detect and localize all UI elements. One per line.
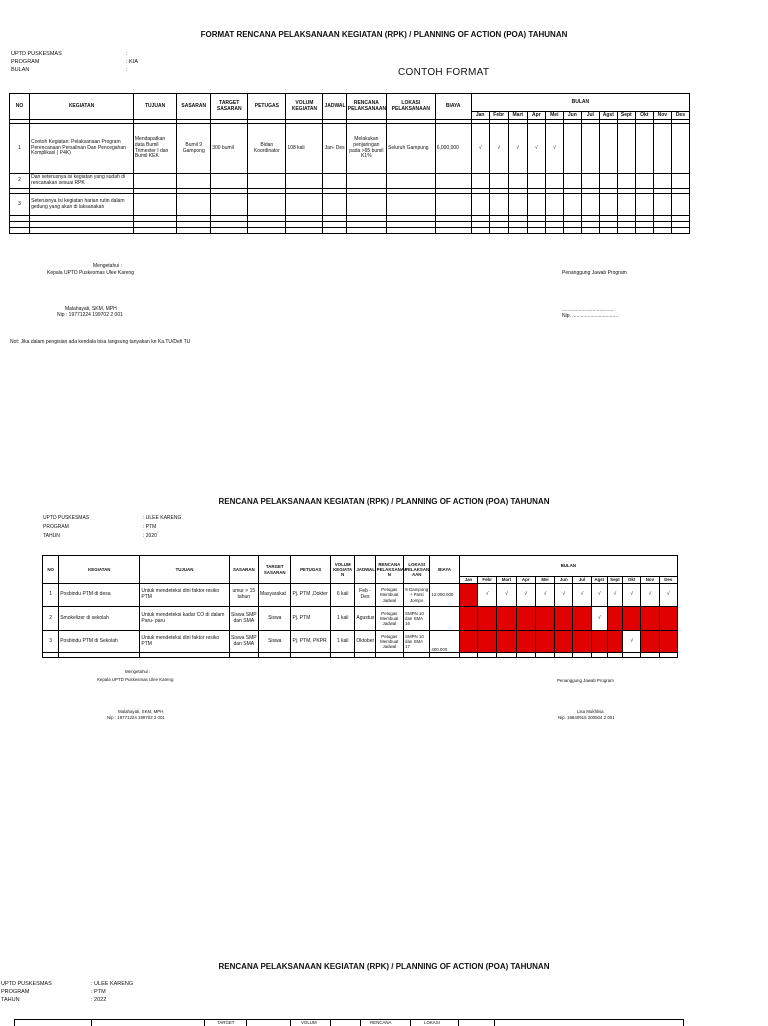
month-header: Agst [599,112,617,120]
cell-tujuan: Untuk mendeteksi kadar CO di dalam Paru- paru [140,607,229,631]
month-header: Sept [607,577,622,584]
month-mark: √ [623,631,641,653]
month-mark: √ [527,124,545,174]
meta-key: UPTD PUSKESMAS [43,515,90,521]
section2-title: RENCANA PELAKSANAAN KEGIATAN (RPK) / PLANNING OF ACTION (POA) TAHUNAN [218,497,550,506]
cell-target: 300 bumil [211,124,248,174]
month-mark: √ [641,584,659,607]
pj-name: Lisa Mukhlisa [577,709,604,714]
col-petugas: PETUGAS [291,556,331,584]
table-row [10,124,690,174]
cell-jadwal: Agustus [355,607,375,631]
month-mark [555,607,573,631]
cell-sasaran: umur > 15 tahun [229,584,258,607]
col-no: NO [10,94,30,120]
cell-biaya: 6,000,000 [435,124,471,174]
month-mark: √ [471,124,489,174]
contoh-format-label: CONTOH FORMAT [398,67,490,78]
month-mark: √ [659,584,677,607]
ttd-nip: Nip : 19771224 199702 2 001 [107,715,165,720]
cell-volum: 6 kali [331,584,355,607]
cell-no: 1 [43,584,59,607]
cell-biaya: 12.000.000 [430,584,459,607]
col-volum-partial: VOLUM [301,1020,317,1025]
month-header: Nov [653,112,671,120]
month-header: Apr [516,577,535,584]
month-mark [581,124,599,174]
month-mark: √ [555,584,573,607]
cell-petugas: Pj. PTM ,Dokter [291,584,331,607]
month-mark: √ [478,584,497,607]
month-mark [516,607,535,631]
col-kegiatan: KEGIATAN [59,556,140,584]
month-mark [617,124,635,174]
cell-lokasi: 9 Gampong + Panti Jompo [404,584,430,607]
cell-kegiatan: Posbindu PTM di Sekolah [59,631,140,653]
pj-label: Penanggung Jawab Program [557,678,614,683]
month-header: Apr [527,112,545,120]
month-mark [671,124,689,174]
month-mark: √ [607,584,622,607]
month-mark: √ [535,584,554,607]
section1-table [9,93,690,234]
month-mark [535,607,554,631]
meta-key: TAHUN [43,533,60,539]
month-header: Agst [591,577,607,584]
col-rencana-partial: RENCANA [370,1020,392,1025]
meta-key: UPTD PUSKESMAS [11,51,62,57]
ttd-name: Malahayati, SKM, MPH [65,306,117,312]
cell-jadwal: Feb - Des [355,584,375,607]
month-mark [497,631,516,653]
month-mark [535,631,554,653]
cell-target: Siswa [259,607,291,631]
cell-no: 3 [43,631,59,653]
month-mark [641,607,659,631]
cell-volum: 1 kali [331,631,355,653]
section1-title: FORMAT RENCANA PELAKSANAAN KEGIATAN (RPK) / PLANNING OF ACTION (POA) TAHUNAN [200,30,568,39]
cell-tujuan: Mendapatkan data Bumil Trimester I dan Bumil KEK [133,124,176,174]
col-bulan: BULAN [471,94,689,112]
pj-dots: ...................................... [562,307,615,313]
month-mark: √ [573,584,591,607]
col-lokasi-partial: LOKASI [424,1020,440,1025]
table-row [43,584,678,607]
col-bulan: BULAN [459,556,677,577]
month-mark [659,631,677,653]
cell-petugas: Pj. PTM [291,607,331,631]
month-mark [459,631,477,653]
pj-label: Penanggung Jawab Program [562,270,627,276]
month-mark [607,631,622,653]
month-header: Nov [641,577,659,584]
kepala-label: Kepala UPTD Puskesmas Ulee Kareng [47,270,134,276]
cell-no: 2 [43,607,59,631]
cell-lokasi: SMPN 10 dan SMA 16 [404,607,430,631]
cell-target: Siswa [259,631,291,653]
col-sasaran: SASARAN [229,556,258,584]
month-header: Okt [623,577,641,584]
col-sasaran: SASARAN [177,94,211,120]
col-tujuan: TUJUAN [140,556,229,584]
mengetahui-label: Mengetahui : [125,669,151,674]
col-lokasi: LOKASI PELAKSAN AAN [404,556,430,584]
month-mark [641,631,659,653]
cell-tujuan: Untuk mendeteksi dini faktor resiko PTM [140,584,229,607]
month-mark [478,607,497,631]
meta-key: UPTD PUSKESMAS [1,981,52,987]
cell-kegiatan: Smokelizer di sekolah [59,607,140,631]
mengetahui-label: Mengetahui : [93,263,122,269]
meta-value: : 2022 [91,997,107,1003]
month-header: Des [659,577,677,584]
month-header: Mei [535,577,554,584]
cell-petugas: Bidan Koordinator [248,124,286,174]
meta-value: : PTM [143,524,157,530]
month-header: Mei [545,112,563,120]
col-volum: VOLUM KEGIATA N [331,556,355,584]
table-row [43,631,678,653]
col-lokasi: LOKASI PELAKSANAAN [386,94,435,120]
meta-key: BULAN [11,67,30,73]
cell-kegiatan: Contoh Kegiatan: Pelaksanaan Program Perencanaan Persalinan Dan Pencegahan Komplikasi ( P4K) [30,124,134,174]
cell-no: 3 [10,194,30,216]
cell-lokasi: SMPN 10 dan SMA 17 [404,631,430,653]
cell-tujuan: Untuk mendeteksi dini faktor resiko PTM [140,631,229,653]
month-header: Mart [508,112,527,120]
cell-rencana: Petugas Membuat Jadwal [375,631,403,653]
col-rencana: RENCANA PELAKSANAAN [346,94,386,120]
month-mark [623,607,641,631]
month-mark: √ [497,584,516,607]
month-mark [653,124,671,174]
cell-lokasi: Seluruh Gampung [386,124,435,174]
cell-target: Masyarakat [259,584,291,607]
kepala-label: Kepala UPTD Puskesmas Ulee Kareng [97,677,174,682]
col-biaya: BIAYA [430,556,459,584]
col-kegiatan: KEGIATAN [30,94,134,120]
meta-key: PROGRAM [1,989,30,995]
month-header: Sept [617,112,635,120]
ttd-name: Malahayati, SKM, MPH [118,709,164,714]
table-row [10,194,690,216]
col-jadwal: JADWAL [355,556,375,584]
month-mark [478,631,497,653]
section3-meta [1,980,133,1004]
cell-jadwal: Oktober [355,631,375,653]
month-mark: √ [508,124,527,174]
month-mark: √ [623,584,641,607]
cell-kegiatan: Seterusnya Isi kegiatan harian rutin dalam gedung yang akan di laksanakan [30,194,134,216]
col-no: NO [43,556,59,584]
section2-meta [43,514,181,541]
note: Not: Jika dalam pengisian ada kendala bisa langsung tanyakan ke Ka.TU/Defi TU [10,339,191,345]
col-tujuan: TUJUAN [133,94,176,120]
month-mark [659,607,677,631]
month-header: Des [671,112,689,120]
col-petugas: PETUGAS [248,94,286,120]
month-mark [635,124,653,174]
meta-value: : [126,67,128,73]
month-header: Jul [581,112,599,120]
cell-rencana: Melakukan penjaringan pada >95 bumil K1% [346,124,386,174]
pj-nip: Nip. ................................. [562,313,619,319]
meta-key: PROGRAM [11,59,40,65]
ttd-nip: Nip : 19771224 199702 2 001 [57,312,123,318]
cell-no: 1 [10,124,30,174]
cell-sasaran: Siswa SMP dan SMA [229,631,258,653]
meta-value: : [126,51,128,57]
section2-table [42,555,678,658]
col-volum: VOLUM KEGIATAN [286,94,323,120]
month-mark [591,631,607,653]
meta-key: TAHUN [1,997,20,1003]
table-row [10,174,690,189]
col-biaya: BIAYA [435,94,471,120]
meta-value: : ULEE KARENG [91,981,134,987]
month-mark: √ [591,607,607,631]
month-mark [555,631,573,653]
col-jadwal: JADWAL [323,94,346,120]
month-mark [497,607,516,631]
col-target: TARGET SASARAN [211,94,248,120]
meta-value: : 2020 [143,533,157,539]
cell-rencana: Petugas Membuat Jadwal [375,607,403,631]
month-header: Jan [471,112,489,120]
month-header: Febr [489,112,508,120]
cell-biaya: 400.000 [430,631,459,653]
month-mark [459,584,477,607]
month-mark [516,631,535,653]
month-mark: √ [489,124,508,174]
meta-value: : PTM [91,989,106,995]
meta-key: PROGRAM [43,524,69,530]
cell-sasaran: Siswa SMP dan SMA [229,607,258,631]
cell-biaya [430,607,459,631]
month-header: Okt [635,112,653,120]
section1-meta [11,50,138,74]
month-header: Jul [573,577,591,584]
cell-volum: 108 kali [286,124,323,174]
month-mark: √ [545,124,563,174]
col-rencana: RENCANA PELAKSANAA N [375,556,403,584]
month-mark [607,607,622,631]
month-header: Mart [497,577,516,584]
month-mark [573,607,591,631]
month-mark [599,124,617,174]
month-header: Jan [459,577,477,584]
cell-no: 2 [10,174,30,189]
month-header: Jun [563,112,581,120]
pj-nip: Nip. 19840915 200504 2 001 [558,715,615,720]
cell-kegiatan: Posbindu PTM di desa [59,584,140,607]
month-header: Jun [555,577,573,584]
cell-volum: 1 kali [331,607,355,631]
cell-sasaran: Bumil 9 Gampong [177,124,211,174]
meta-value: : KIA [126,59,138,65]
col-target: TARGET SASARAN [259,556,291,584]
section3-table-top [14,1019,684,1025]
month-header: Febr [478,577,497,584]
cell-kegiatan: Dan seterusnya isi kegiatan yang sudah di rencanakan sesuai RPK [30,174,134,189]
month-mark: √ [516,584,535,607]
month-mark [459,607,477,631]
cell-petugas: Pj. PTM, PKPR [291,631,331,653]
cell-jadwal: Jan- Des [323,124,346,174]
month-mark: √ [591,584,607,607]
month-mark [573,631,591,653]
month-mark [563,124,581,174]
cell-rencana: Petugas Membuat Jadwal [375,584,403,607]
col-target-partial: TARGET [217,1020,235,1025]
meta-value: : ULEE KARENG [143,515,182,521]
section3-title: RENCANA PELAKSANAAN KEGIATAN (RPK) / PLANNING OF ACTION (POA) TAHUNAN [218,962,550,971]
table-row [43,607,678,631]
